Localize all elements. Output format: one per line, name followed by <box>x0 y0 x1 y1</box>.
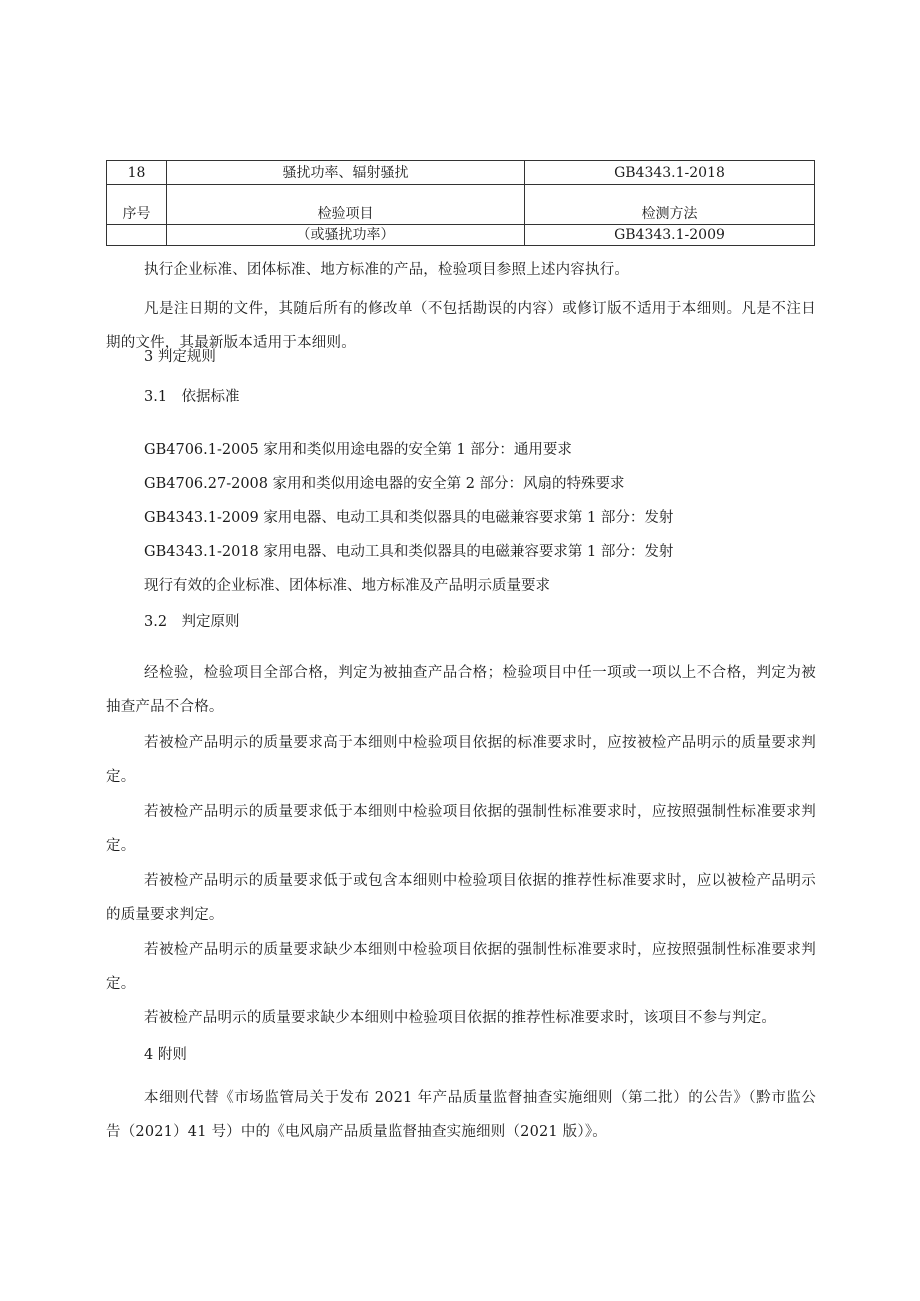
rule-paragraph: 若被检产品明示的质量要求低于或包含本细则中检验项目依据的推荐性标准要求时，应以被检产品明示的质量要求判定。 <box>106 873 816 923</box>
table-header-row <box>107 185 815 225</box>
subsection-heading-3-1: 3.1 依据标准 <box>144 389 240 405</box>
subsection-heading-3-2: 3.2 判定原则 <box>144 614 240 630</box>
standard-item: GB4706.1-2005 家用和类似用途电器的安全第 1 部分：通用要求 <box>144 442 572 458</box>
section-heading-4: 4 附则 <box>144 1047 187 1063</box>
rule-paragraph: 若被检产品明示的质量要求缺少本细则中检验项目依据的推荐性标准要求时，该项目不参与判定。 <box>144 1010 777 1026</box>
standard-item: GB4343.1-2018 家用电器、电动工具和类似器具的电磁兼容要求第 1 部分：发射 <box>144 544 674 560</box>
table-header-method: 检测方法 <box>525 185 815 225</box>
rule-paragraph: 若被检产品明示的质量要求缺少本细则中检验项目依据的强制性标准要求时，应按照强制性标准要求判定。 <box>106 942 816 992</box>
table-header-no: 序号 <box>107 185 167 225</box>
rule-paragraph: 若被检产品明示的质量要求高于本细则中检验项目依据的标准要求时，应按被检产品明示的质量要求判定。 <box>106 735 816 785</box>
table-cell-item: （或骚扰功率） <box>167 225 525 246</box>
standard-item: GB4343.1-2009 家用电器、电动工具和类似器具的电磁兼容要求第 1 部分：发射 <box>144 510 674 526</box>
table-cell-no: 18 <box>107 161 167 185</box>
table-row <box>107 225 815 246</box>
table-header-item: 检验项目 <box>167 185 525 225</box>
inspection-table <box>106 160 815 246</box>
table-cell-method: GB4343.1-2018 <box>525 161 815 185</box>
paragraph-dated-references: 凡是注日期的文件，其随后所有的修改单（不包括勘误的内容）或修订版不适用于本细则。凡是不注日期的文件，其最新版本适用于本细则。 <box>106 301 816 351</box>
table-cell-no <box>107 225 167 246</box>
rule-paragraph: 经检验，检验项目全部合格，判定为被抽查产品合格；检验项目中任一项或一项以上不合格，判定为被抽查产品不合格。 <box>106 665 816 715</box>
table-row <box>107 161 815 185</box>
standard-item: GB4706.27-2008 家用和类似用途电器的安全第 2 部分：风扇的特殊要求 <box>144 476 625 492</box>
paragraph-scope: 执行企业标准、团体标准、地方标准的产品，检验项目参照上述内容执行。 <box>144 262 630 278</box>
section-heading-3: 3 判定规则 <box>144 349 216 365</box>
standard-item: 现行有效的企业标准、团体标准、地方标准及产品明示质量要求 <box>144 578 550 594</box>
table-cell-method: GB4343.1-2009 <box>525 225 815 246</box>
paragraph-supersedes: 本细则代替《市场监管局关于发布 2021 年产品质量监督抽查实施细则（第二批）的公告》（黔市监公告（2021）41 号）中的《电风扇产品质量监督抽查实施细则（2021 版）》。 <box>106 1090 816 1140</box>
rule-paragraph: 若被检产品明示的质量要求低于本细则中检验项目依据的强制性标准要求时，应按照强制性标准要求判定。 <box>106 804 816 854</box>
table-cell-item: 骚扰功率、辐射骚扰 <box>167 161 525 185</box>
